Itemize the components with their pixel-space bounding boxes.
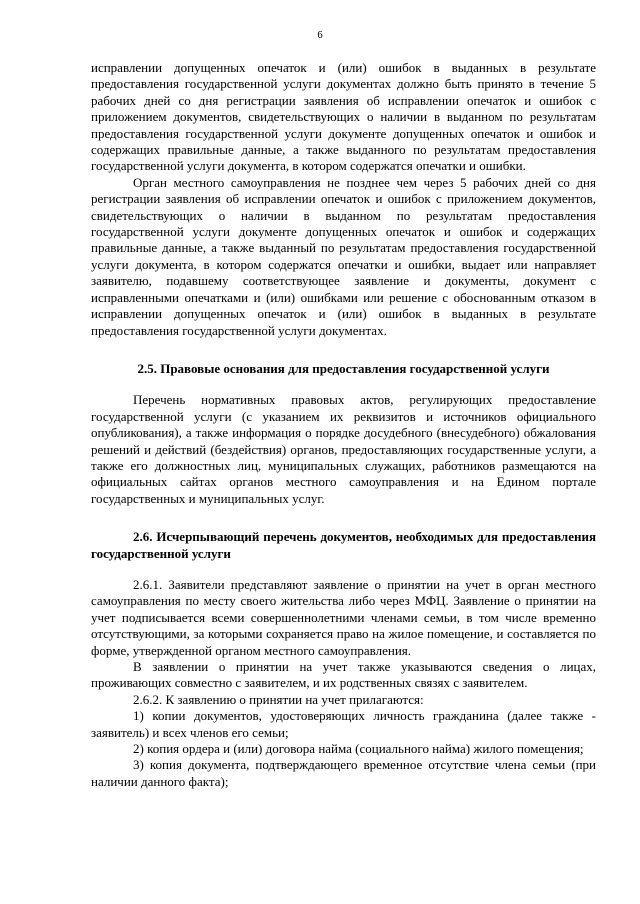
- section-2-6-1-paragraph: 2.6.1. Заявители представляют заявление о принятии на учет в орган местного самоуправления по месту своего жительства либо через МФЦ. Заявление о принятии на учет подписывается всеми совершеннолетними членами семьи, в том числе временно отсутствующими, за которыми сохраняется право на жилое помещение, и составляется по форме, утвержденной органом местного самоуправления.: [91, 576, 596, 658]
- page-number: 6: [317, 30, 323, 41]
- paragraph-correction-response: Орган местного самоуправления не позднее чем через 5 рабочих дней со дня регистрации заявления об исправлении опечаток и ошибок с приложением документов, свидетельствующих о наличии в выданном по результатам предоставления государственной услуги документе допущенных опечаток и ошибок и содержащих правильные данные, а также выданный по результатам предоставления государственной услуги документа, в котором содержатся опечатки и ошибки, выдает или направляет заявителю, подавшему соответствующее заявление и документы, документ с исправленными опечатками и (или) ошибками или решение с обоснованным отказом в исправлении допущенных опечаток и (или) ошибок в выданных в результате предоставления государственной услуги документах.: [91, 174, 596, 338]
- section-2-5-heading: 2.5. Правовые основания для предоставления государственной услуги: [137, 360, 550, 376]
- section-2-6-heading: 2.6. Исчерпывающий перечень документов, необходимых для предоставления государственной услуги: [91, 529, 596, 561]
- list-item-2: 2) копия ордера и (или) договора найма (социального найма) жилого помещения;: [133, 741, 584, 757]
- document-body: [91, 60, 596, 790]
- paragraph-cohabitants: В заявлении о принятии на учет также указываются сведения о лицах, проживающих совместно с заявителем, и их родственных связях с заявителем.: [91, 659, 596, 691]
- section-2-6-2-paragraph: 2.6.2. К заявлению о принятии на учет прилагаются:: [133, 691, 424, 707]
- section-2-5-paragraph: Перечень нормативных правовых актов, регулирующих предоставление государственной услуги (с указанием их реквизитов и источников официального опубликования), а также информация о порядке досудебного (внесудебного) обжалования решений и действий (бездействия) органов, предоставляющих государственные услуги, а также его должностных лиц, муниципальных служащих, работников размещаются на официальных сайтах органов местного самоуправления и на Едином портале государственных и муниципальных услуг.: [91, 392, 596, 506]
- paragraph-continuation: исправлении допущенных опечаток и (или) ошибок в выданных в результате предоставления государственной услуги документах должно быть принято в течение 5 рабочих дней со дня регистрации заявления об исправлении опечаток и ошибок с приложением документов, свидетельствующих о наличии в выданном по результатам предоставления государственной услуги документе допущенных опечаток и ошибок и содержащих правильные данные, а также выданного по результатам предоставления государственной услуги документа, в котором содержатся опечатки и ошибки.: [91, 60, 596, 174]
- list-item-1: 1) копии документов, удостоверяющих личность гражданина (далее также - заявитель) и всех членов его семьи;: [91, 708, 596, 740]
- list-item-3: 3) копия документа, подтверждающего временное отсутствие члена семьи (при наличии данного факта);: [91, 757, 596, 789]
